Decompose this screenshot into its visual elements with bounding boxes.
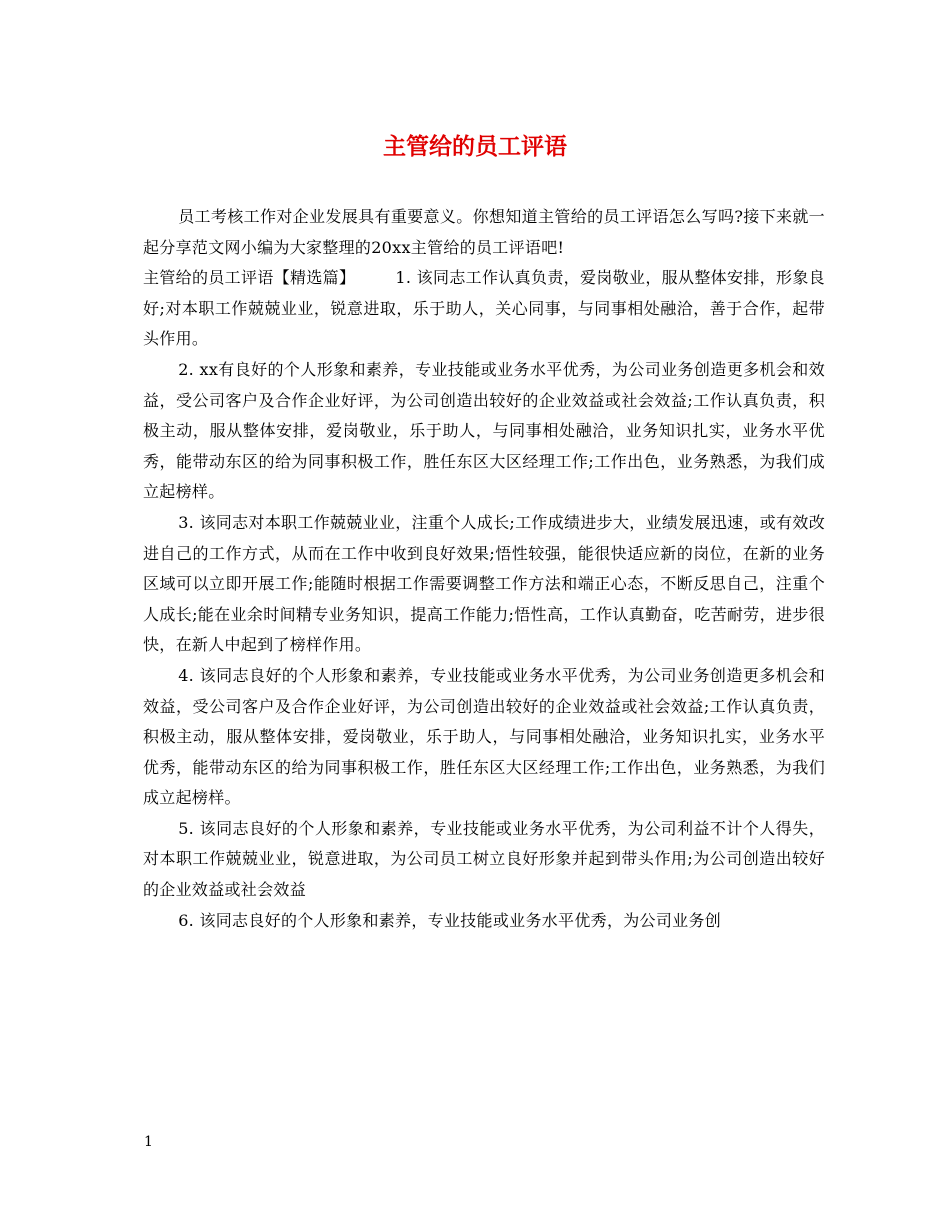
list-item-2: 2. xx有良好的个人形象和素养，专业技能或业务水平优秀，为公司业务创造更多机会和效益，受公司客户及合作企业好评，为公司创造出较好的企业效益或社会效益;工作认真负责，积极主动，服从整体安排，爱岗敬业，乐于助人，与同事相处融洽，业务知识扎实，业务水平优秀，能带动东区的给为同事积极工作，胜任东区大区经理工作;工作出色，业务熟悉，为我们成立起榜样。 xyxy=(143,359,825,502)
section-paragraph xyxy=(143,263,825,355)
list-item-6: 6. 该同志良好的个人形象和素养，专业技能或业务水平优秀，为公司业务创 xyxy=(178,910,722,930)
document-title: 主管给的员工评语 xyxy=(383,134,567,160)
list-item-1: 1. 该同志工作认真负责，爱岗敬业，服从整体安排，形象良好;对本职工作兢兢业业，锐意进取，乐于助人，关心同事，与同事相处融洽，善于合作，起带头作用。 xyxy=(143,268,825,349)
section-heading: 主管给的员工评语【精选篇】 xyxy=(143,268,356,288)
list-item-5: 5. 该同志良好的个人形象和素养，专业技能或业务水平优秀，为公司利益不计个人得失，对本职工作兢兢业业，锐意进取，为公司员工树立良好形象并起到带头作用;为公司创造出较好的企业效益或社会效益 xyxy=(143,818,825,900)
document-body xyxy=(143,202,825,936)
list-item-3: 3. 该同志对本职工作兢兢业业，注重个人成长;工作成绩进步大，业绩发展迅速，或有效改进自己的工作方式，从而在工作中收到良好效果;悟性较强，能很快适应新的岗位，在新的业务区域可以立即开展工作;能随时根据工作需要调整工作方法和端正心态，不断反思自己，注重个人成长;能在业余时间精专业务知识，提高工作能力;悟性高，工作认真勤奋，吃苦耐劳，进步很快，在新人中起到了榜样作用。 xyxy=(143,512,825,655)
page-number: 1 xyxy=(144,1134,153,1150)
list-item-4: 4. 该同志良好的个人形象和素养，专业技能或业务水平优秀，为公司业务创造更多机会和效益，受公司客户及合作企业好评，为公司创造出较好的企业效益或社会效益;工作认真负责，积极主动，服从整体安排，爱岗敬业，乐于助人，与同事相处融洽，业务知识扎实，业务水平优秀，能带动东区的给为同事积极工作，胜任东区大区经理工作;工作出色，业务熟悉，为我们成立起榜样。 xyxy=(143,665,825,808)
intro-paragraph: 员工考核工作对企业发展具有重要意义。你想知道主管给的员工评语怎么写吗?接下来就一起分享范文网小编为大家整理的20xx主管给的员工评语吧! xyxy=(143,207,825,257)
